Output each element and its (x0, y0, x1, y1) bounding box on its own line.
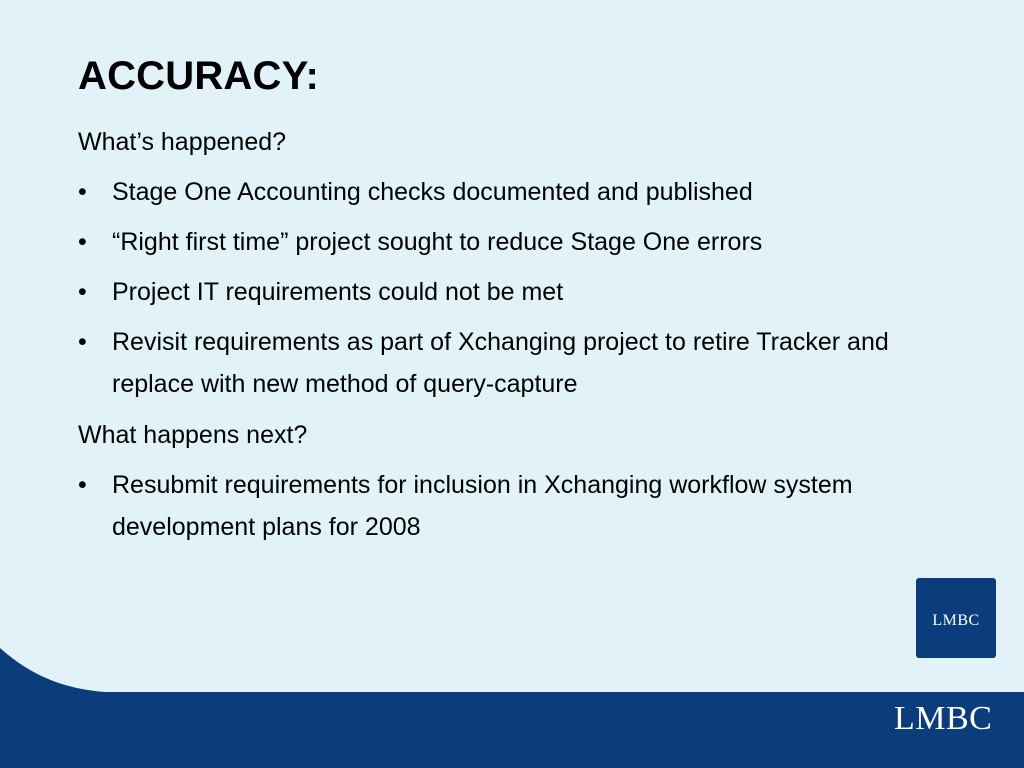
bullet-glyph: • (78, 228, 87, 256)
footer-logo: LMBC (894, 700, 993, 737)
bullet-text: Stage One Accounting checks documented and published (112, 178, 753, 206)
bullet-glyph: • (78, 278, 87, 306)
bullet-item (78, 321, 898, 405)
bullet-text: Project IT requirements could not be met (112, 278, 564, 306)
slide-title: ACCURACY: (78, 54, 320, 98)
bullet-list-happened (78, 171, 898, 405)
section-heading-next: What happens next? (78, 421, 308, 449)
bullet-text: Resubmit requirements for inclusion in Xchanging workflow system development plans for 2008 (112, 471, 853, 541)
logo-box-text: LMBC (932, 612, 980, 629)
bullet-glyph: • (78, 178, 87, 206)
bullet-text: “Right first time” project sought to reduce Stage One errors (112, 228, 763, 256)
bullet-list-next (78, 464, 898, 548)
bullet-glyph: • (78, 328, 87, 356)
bullet-item (78, 171, 898, 213)
footer-band (0, 640, 1024, 768)
footer-wave-shape (0, 648, 1024, 768)
bullet-item (78, 271, 898, 313)
bullet-glyph: • (78, 471, 87, 499)
bullet-item (78, 464, 898, 548)
bullet-item (78, 221, 898, 263)
section-heading-happened: What’s happened? (78, 128, 287, 156)
bullet-text: Revisit requirements as part of Xchanging project to retire Tracker and replace with new method of query-capture (112, 328, 889, 398)
lmbc-logo-box (916, 578, 996, 658)
slide-body (78, 120, 898, 556)
